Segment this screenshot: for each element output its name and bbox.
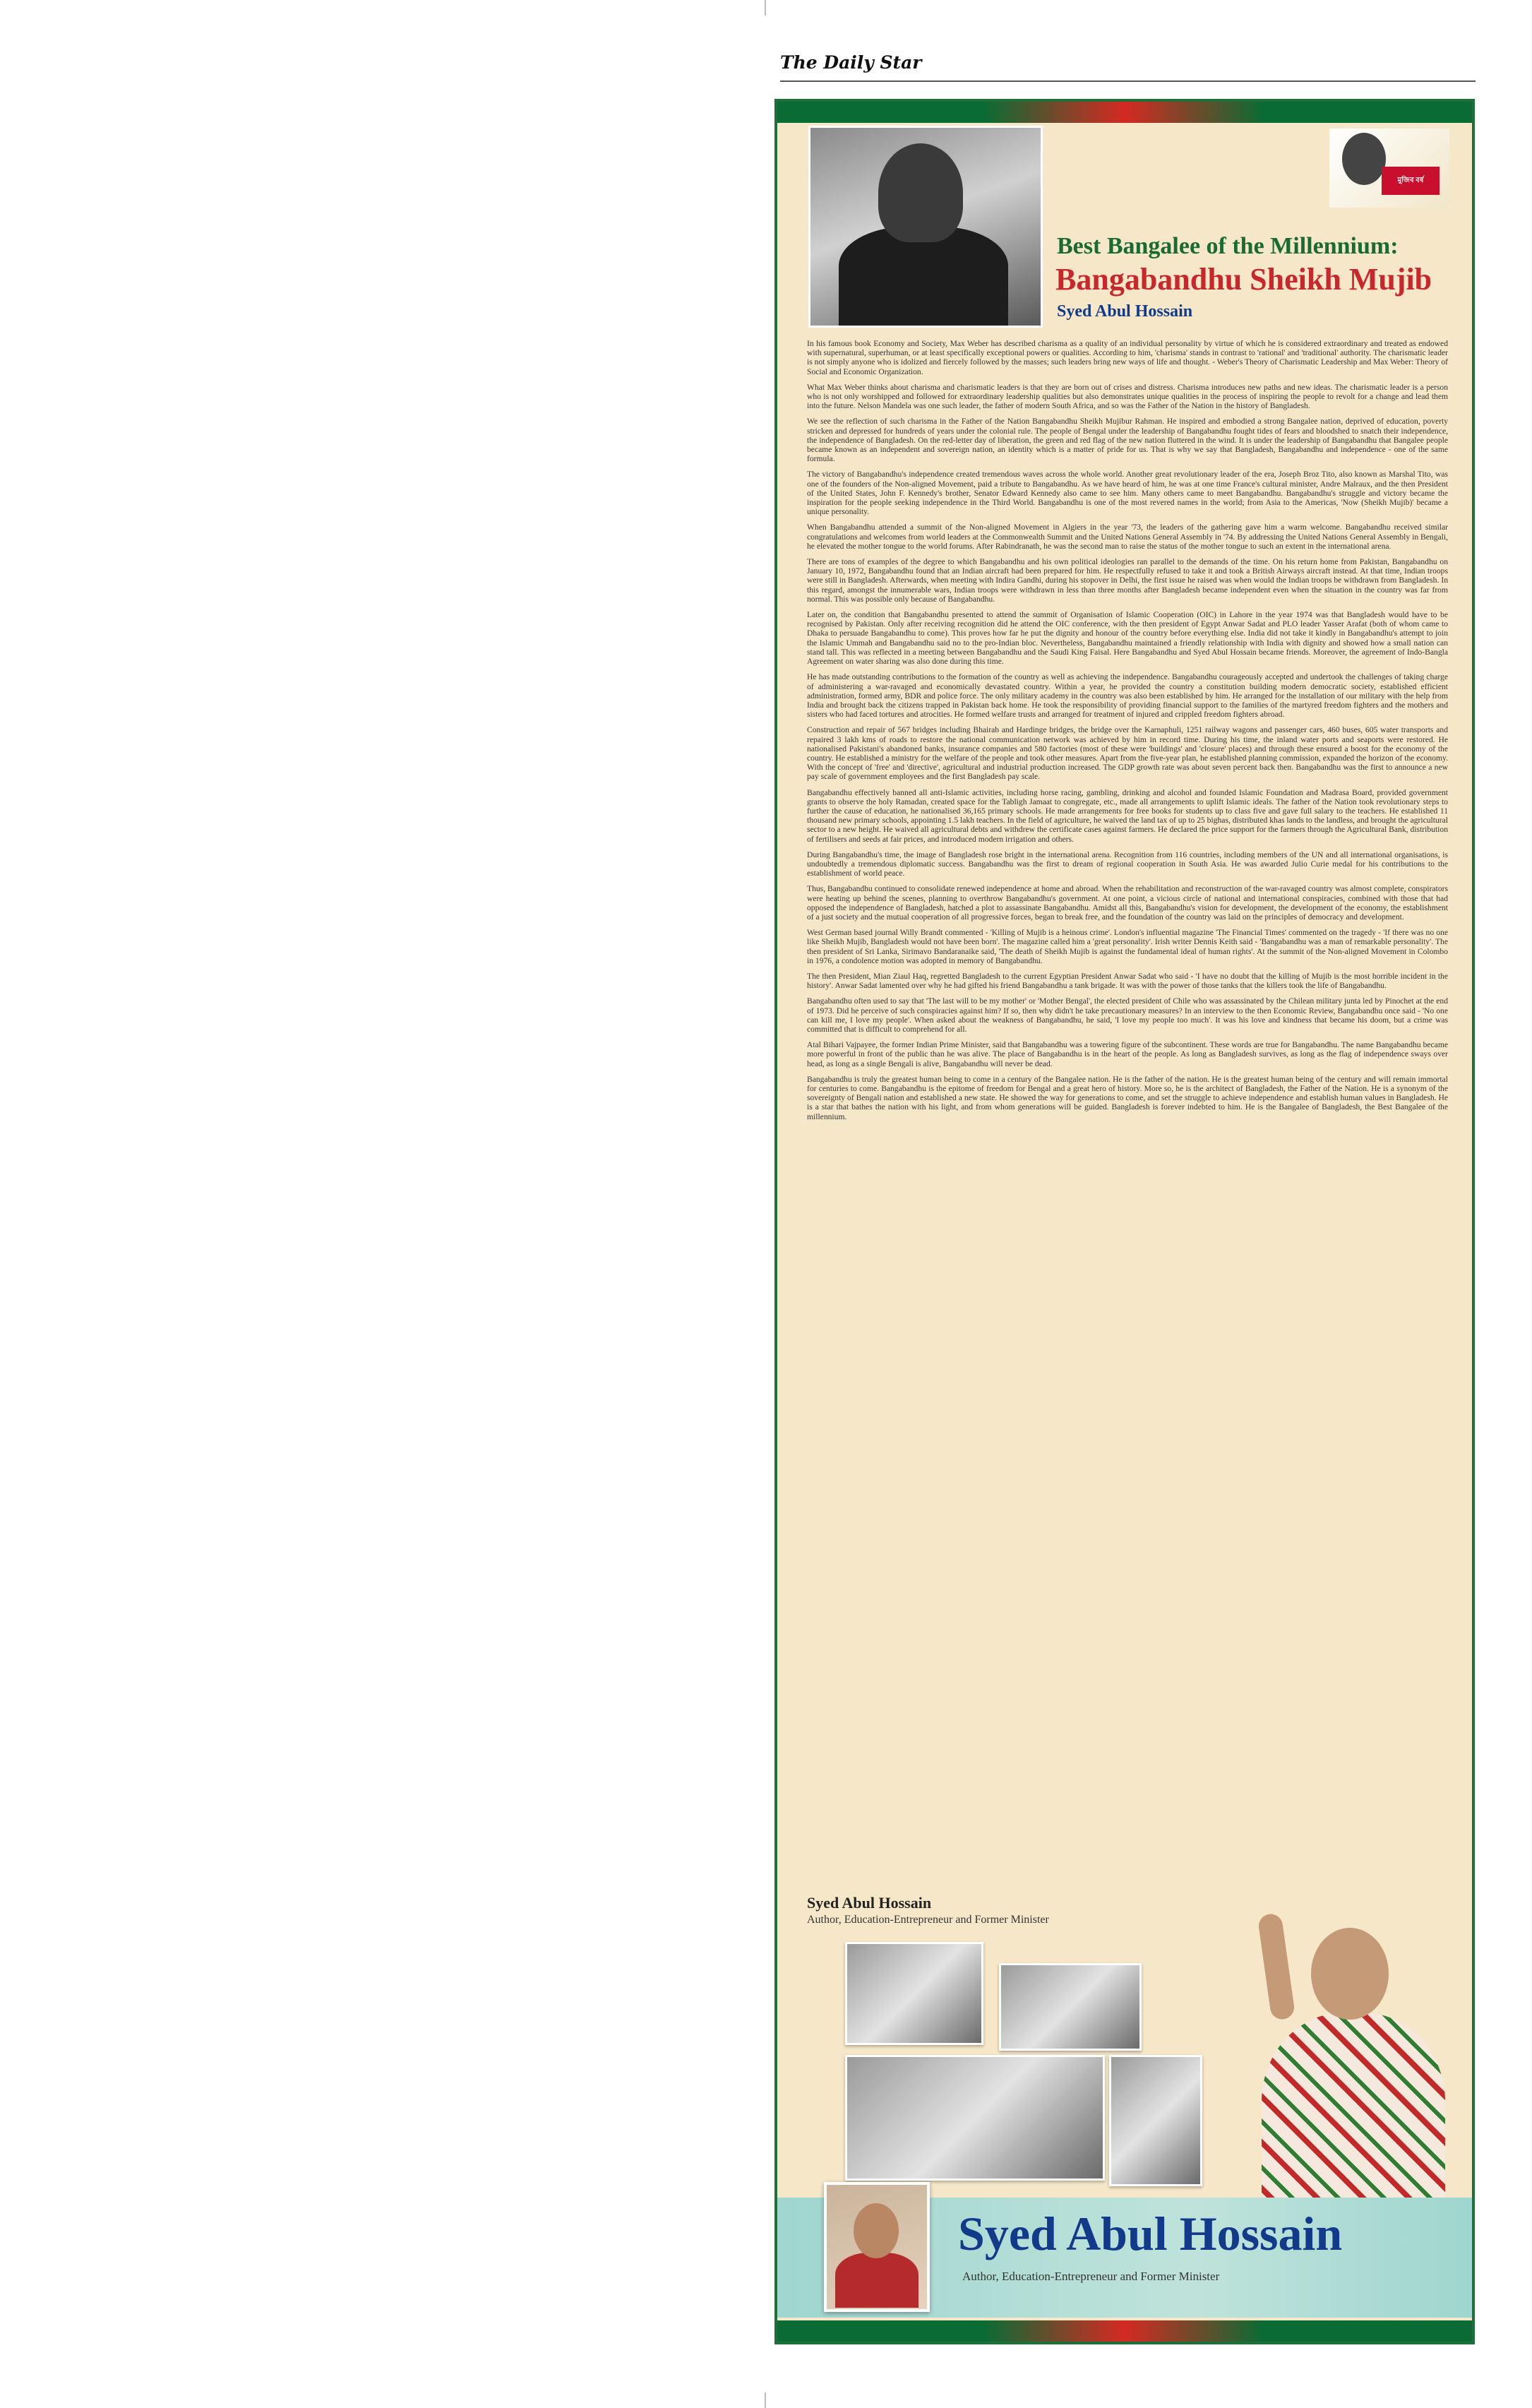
historic-photo xyxy=(845,2055,1105,2181)
page-gutter-rule-bottom xyxy=(765,2392,766,2408)
paragraph: West German based journal Willy Brandt commented - 'Killing of Mujib is a heinous crime'. London's influential magazine 'The Financial Times' commented on the tragedy - 'If there was no one like Sheikh Mujib, Bangladesh would not have been born'. The magazine called him a 'great personality'. Irish writer Dennis Keith said - 'Bangabandhu was a man of remarkable personality'. The then president of Sri Lanka, Sirimavo Bandaranaike said, 'The death of Sheikh Mujib is against the fundamental ideal of human rights'. At the summit of the Non-aligned Movement in Colombo in 1976, a condolence motion was adopted in memory of Bangabandhu. xyxy=(807,928,1448,965)
paragraph: In his famous book Economy and Society, Max Weber has described charisma as a quality of an individual personality by virtue of which he is considered extraordinary and treated as endowed with supernatural, superhuman, or at least specifically exceptional powers or qualities. According to him, 'charisma' stands in contrast to 'rational' and 'traditional' authority. The charismatic leader is not simply anyone who is idolized and fiercely followed by the masses; such leaders bring new ways of life and thought. - Weber's Theory of Charismatic Leadership and Max Weber: Theory of Social and Economic Organization. xyxy=(807,339,1448,376)
flag-color-band-top xyxy=(777,102,1472,123)
mujib-year-logo: মুজিব বর্ষ xyxy=(1329,129,1449,208)
paragraph: Bangabandhu effectively banned all anti-Islamic activities, including horse racing, gambling, drinking and alcohol and founded Islamic Foundation and Madrasa Board, provided government grants to observe the holy Ramadan, created space for the Tabligh Jamaat to congregate, etc., made all arrangements to uplift Islamic ideals. The father of the Nation took revolutionary steps to further the cause of education, he nationalised 36,165 primary schools. He made arrangements for free books for students up to class five and gave full salary to the teachers. He established 11 thousand new primary schools, appointing 1.5 lakh teachers. In the field of agriculture, he waived the land tax of up to 25 bighas, distributed khas lands to the landless, and brought the agricultural sector to a new height. He waived all agricultural debts and withdrew the certificate cases against farmers. He declared the price support for the farmers through the Agricultural Bank, distribution of fertilisers and seeds at fair prices, and introduced modern irrigation and others. xyxy=(807,787,1448,844)
author-photo xyxy=(824,2182,930,2312)
paragraph: Atal Bihari Vajpayee, the former Indian Prime Minister, said that Bangabandhu was a towering figure of the subcontinent. These words are true for Bangabandhu. The name Bangabandhu became more powerful in front of the public than he was alive. The place of Bangabandhu is in the heart of the people. As long as Bangladesh survives, as long as the flag of independence sways over head, as long as a single Bengali is alive, Bangabandhu will never be dead. xyxy=(807,1040,1448,1068)
paragraph: During Bangabandhu's time, the image of Bangladesh rose bright in the international arena. Recognition from 116 countries, including members of the UN and all international organisations, is undoubtedly a tremendous diplomatic success. Bangabandhu was the first to dream of regional cooperation in South Asia. He was awarded Julio Curie medal for his contributions to the establishment of world peace. xyxy=(807,850,1448,878)
paragraph: The then President, Mian Ziaul Haq, regretted Bangladesh to the current Egyptian President Anwar Sadat who said - 'I have no doubt that the killing of Mujib is the most horrible incident in the history'. Anwar Sadat lamented over why he had gifted his friend Bangabandhu a tank brigade. It was with the power of those tanks that the killers took the life of Bangabandhu. xyxy=(807,971,1448,991)
paragraph: The victory of Bangabandhu's independence created tremendous waves across the whole world. Another great revolutionary leader of the era, Joseph Broz Tito, also known as Marshal Tito, was one of the founders of the Non-aligned Movement, paid a tribute to Bangabandhu. As we have heard of him, he was at one time France's cultural minister, Andre Malraux, and the then President of the United States, John F. Kennedy's brother, Senator Edward Kennedy also came to see him. Many others came to meet Bangabandhu. Bangabandhu's struggle and victory became the inspiration for the people seeking independence in the Third World. Bangabandhu is one of the most revered names in the world; from Asia to the Americas, 'Now (Sheikh Mujib)' became a unique personality. xyxy=(807,470,1448,517)
historic-photo xyxy=(845,1942,983,2045)
signature-role: Author, Education-Entrepreneur and Former Minister xyxy=(807,1914,1049,1926)
paragraph: We see the reflection of such charisma in the Father of the Nation Bangabandhu Sheikh Mujibur Rahman. He inspired and embodied a strong Bangalee nation, deprived of education, poverty stricken and depressed for hundreds of years under the colonial rule. The people of Bengal under the leadership of Bangabandhu fought tides of fears and bloodshed to snatch their independence, the independence of Bangladesh. On the red-letter day of liberation, the green and red flag of the new nation fluttered in the wind. It is under the leadership of Bangabandhu that Bangalee people became known as an independent and sovereign nation, an identity which is a matter of pride for us. That is why we say that Bangladesh, Bangabandhu and independence - one of the same formula. xyxy=(807,417,1448,464)
historic-photo xyxy=(1109,2055,1202,2186)
paragraph: When Bangabandhu attended a summit of the Non-aligned Movement in Algiers in the year '73, the leaders of the gathering gave him a warm welcome. Bangabandhu received similar congratulations and welcomes from world leaders at the Commonwealth Summit and the United Nations General Assembly in '74. By addressing the United Nations General Assembly in Bengali, he elevated the mother tongue to the world forums. After Rabindranath, he was the second man to raise the status of the mother tongue to such an extent in the international arena. xyxy=(807,523,1448,551)
headline-line-2: Bangabandhu Sheikh Mujib xyxy=(1055,262,1432,297)
byline: Syed Abul Hossain xyxy=(1057,302,1193,321)
newspaper-logo: The Daily Star xyxy=(780,52,922,73)
footer-author-role: Author, Education-Entrepreneur and Former Minister xyxy=(962,2270,1220,2283)
paragraph: Bangabandhu is truly the greatest human being to come in a century of the Bangalee nation. He is the father of the nation. He is the greatest human being of the century and will remain immortal for centuries to come. Bangabandhu is the epitome of freedom for Bengal and a great hero of history. More so, he is the architect of Bangladesh, the Father of the Nation. He is a synonym of the sovereignty of Bengali nation and established a new state. He showed the way for generations to come, and set the struggle to achieve independence and establish human values in Bangladesh. He is a star that bathes the nation with his light, and from whom generations will be guided. Bangladesh is forever indebted to him. He is the Bangalee of Bangladesh, the Best Bangalee of the millennium. xyxy=(807,1074,1448,1121)
prime-minister-photo xyxy=(1233,1900,1452,2210)
paragraph: There are tons of examples of the degree to which Bangabandhu and his own political ideologies ran parallel to the demands of the time. On his return home from Pakistan, Bangabandhu on January 10, 1972, Bangabandhu found that an Indian aircraft had been prepared for him. He respectfully refused to take it and took a British Airways aircraft instead. At that time, Indian troops were still in Bangladesh. Afterwards, when meeting with Indira Gandhi, during his stopover in Delhi, the first issue he raised was when would the Indian troops be withdrawn from Bangladesh. In this regard, amongst the innumerable wars, Indian troops were withdrawn in less than three months after Bangladesh became independent even when the situation in the country was far from normal. This was possible only because of Bangabandhu. xyxy=(807,557,1448,604)
page-gutter-rule-top xyxy=(765,0,766,16)
signature-name: Syed Abul Hossain xyxy=(807,1894,932,1912)
footer-author-name: Syed Abul Hossain xyxy=(958,2207,1343,2260)
paragraph: Construction and repair of 567 bridges including Bhairab and Hardinge bridges, the bridge over the Karnaphuli, 1251 railway wagons and passenger cars, 460 buses, 605 water transports and repaired 3 lakh kms of roads to restore the national communication network was achieved by him in record time. During his time, the inland water ports and seaports were restored. He nationalised Pakistani's abandoned banks, insurance companies and 580 factories (most of these were 'buildings' and 'closure' places) and through these ensured a boost for the economy of the country. He established a ministry for the welfare of the people and took other measures. Apart from the five-year plan, he established planning commission, expanded the horizon of the economy. With the concept of 'free' and 'directive', agricultural and industrial production increased. The GDP growth rate was about seven percent back then. Bangabandhu was the first to announce a new pay scale of government employees and the first Bangladesh pay scale. xyxy=(807,725,1448,782)
article-body xyxy=(807,339,1448,1128)
bangabandhu-portrait xyxy=(808,126,1043,328)
advertisement-panel xyxy=(774,99,1475,2344)
paragraph: Bangabandhu often used to say that 'The last will to be my mother' or 'Mother Bengal', the elected president of Chile who was assassinated by the Chilean military junta led by Pinochet at the end of 1973. Did he perceive of such conspiracies against him? If so, then why didn't he take precautionary measures? In an interview to the then Economic Review, Bangabandhu once said - 'No one can kill me, I love my people'. When asked about the weakness of Bangabandhu, he said, 'I love my people too much'. It was his love and kindness that became his doom, but a crime was committed that is difficult to comprehend for all. xyxy=(807,996,1448,1034)
paragraph: What Max Weber thinks about charisma and charismatic leaders is that they are born out of crises and distress. Charisma introduces new paths and new ideas. The charismatic leader is a person who is not only worshipped and followed for extraordinary leadership qualities but also demonstrates unique qualities in the process of inspiring the people to revolt for a change and lead them into the future. Nelson Mandela was one such leader, the father of modern South Africa, and so was the Father of the Nation in the history of Bangladesh. xyxy=(807,382,1448,411)
flag-color-band-bottom xyxy=(777,2320,1472,2342)
paragraph: Later on, the condition that Bangabandhu presented to attend the summit of Organisation of Islamic Cooperation (OIC) in Lahore in the year 1974 was that Bangladesh would have to be recognised by Pakistan. Only after receiving recognition did he attend the OIC conference, with the then president of Egypt Anwar Sadat and PLO leader Yasser Arafat (both of whom came to Dhaka to persuade Bangabandhu to come). This proves how far he put the dignity and honour of the country before everything else. India did not take it kindly in Bangabandhu's attempt to join the Islamic Ummah and Bangabandhu said no to the pro-Indian bloc. Nevertheless, Bangabandhu maintained a friendly relationship with India with dignity and showed how a small nation can stand tall. This was reflected in a meeting between Bangabandhu and the Saudi King Faisal. Here Bangabandhu and Syed Abul Hossain became friends. Moreover, the agreement of Indo-Bangla Agreement on water sharing was also done during this time. xyxy=(807,610,1448,667)
historic-photo xyxy=(999,1963,1142,2051)
paragraph: Thus, Bangabandhu continued to consolidate renewed independence at home and abroad. When the rehabilitation and reconstruction of the war-ravaged country was almost complete, conspirators were heating up behind the scenes, planning to overthrow Bangabandhu's government. At one point, a vicious circle of national and international conspiracies, combined with those that had opposed the independence of Bangladesh, hatched a plot to assassinate Bangabandhu. Amidst all this, Bangabandhu's vision for development, the development of the economy, the establishment of a just society and the mutual cooperation of all progressive forces, began to break free, and the foundation of the country was laid on the principles of democracy and development. xyxy=(807,884,1448,922)
paragraph: He has made outstanding contributions to the formation of the country as well as achieving the independence. Bangabandhu courageously accepted and undertook the challenges of taking charge of administering a war-ravaged and economically devastated country. Within a year, he provided the country a constitution building modern democratic society, established efficient administration, formed army, BDR and police force. The only military academy in the country was also been established by him. He arranged for the installation of our military with the help from India and brought back the citizens trapped in Pakistan back home. He took the responsibility of providing financial support to the families of the martyred freedom fighters and the mothers and sisters who had faced tortures and atrocities. He formed welfare trusts and arranged for treatment of injured and crippled freedom fighters abroad. xyxy=(807,672,1448,720)
headline-line-1: Best Bangalee of the Millennium: xyxy=(1057,233,1399,259)
newspaper-masthead xyxy=(780,52,1476,82)
